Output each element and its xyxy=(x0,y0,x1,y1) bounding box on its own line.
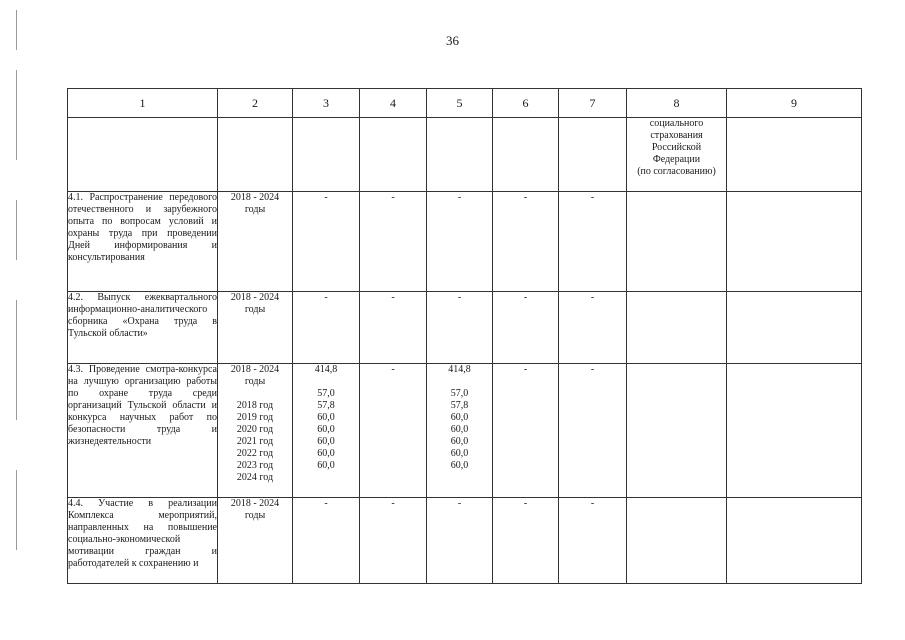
funding-col5-value: 60,0 xyxy=(450,448,469,459)
cell xyxy=(493,118,559,192)
cell-c8 xyxy=(627,292,727,364)
funding-col5-value: 57,8 xyxy=(450,400,469,411)
measure-description: 4.3. Проведение смотра-конкурса на лучшую организацию работы по охране труда среди организаций Тульской области и конкурса научных работ по безопасности труда и жизнедеятельности xyxy=(68,364,218,498)
page-number: 36 xyxy=(446,33,459,48)
header-col-5: 5 xyxy=(427,89,493,118)
scan-margin-mark xyxy=(16,200,17,260)
header-col-7: 7 xyxy=(559,89,627,118)
cell-c6: - xyxy=(493,498,559,584)
executor-cell xyxy=(627,118,727,192)
funding-col5-value: 57,0 xyxy=(450,388,469,399)
cell xyxy=(360,118,427,192)
funding-col3-list xyxy=(293,388,359,472)
measure-description: 4.4. Участие в реализации Комплекса мероприятий, направленных на повышение социально-экономической мотивации граждан и работодателей к сохранению и xyxy=(68,498,218,584)
funding-col5 xyxy=(427,192,493,292)
funding-col3-value: 57,0 xyxy=(317,388,335,399)
cell xyxy=(218,118,293,192)
funding-col3-value: 60,0 xyxy=(317,448,335,459)
cell-c7: - xyxy=(559,498,627,584)
funding-col3-total: - xyxy=(324,192,328,203)
funding-col5-value: 60,0 xyxy=(450,412,469,423)
measure-description: 4.1. Распространение передового отечественного и зарубежного опыта по вопросам условий и охраны труда при проведении Дней информирования и консультирования xyxy=(68,192,218,292)
funding-col5-value: 60,0 xyxy=(450,436,469,447)
year-label: 2022 год xyxy=(236,448,274,459)
funding-col3-total: 414,8 xyxy=(314,364,338,375)
funding-col5 xyxy=(427,292,493,364)
funding-col4: - xyxy=(360,292,427,364)
executor-line: (по согласованию) xyxy=(637,166,716,177)
measure-description: 4.2. Выпуск ежеквартального информационно-аналитического сборника «Охрана труда в Тульской области» xyxy=(68,292,218,364)
years-list xyxy=(218,400,292,484)
cell-c9 xyxy=(727,192,862,292)
year-label: 2024 год xyxy=(236,472,274,483)
period-cell xyxy=(218,192,293,292)
executor-line: социального xyxy=(649,118,704,129)
funding-col5-list xyxy=(427,388,492,472)
cell xyxy=(293,118,360,192)
year-label: 2023 год xyxy=(236,460,274,471)
funding-col3-value: 57,8 xyxy=(317,400,335,411)
cell-c9 xyxy=(727,292,862,364)
executor-line: страхования xyxy=(650,130,703,141)
header-col-2: 2 xyxy=(218,89,293,118)
header-row xyxy=(68,89,862,118)
cell-c6: - xyxy=(493,192,559,292)
cell xyxy=(427,118,493,192)
scan-margin-mark xyxy=(16,470,17,550)
executor-line: Российской xyxy=(651,142,702,153)
table-row xyxy=(68,364,862,498)
cell-c8 xyxy=(627,364,727,498)
funding-col5 xyxy=(427,498,493,584)
cell-c9 xyxy=(727,498,862,584)
funding-col3-value: 60,0 xyxy=(317,460,335,471)
year-label: 2021 год xyxy=(236,436,274,447)
funding-col5-total: 414,8 xyxy=(448,364,471,375)
table-row xyxy=(68,498,862,584)
funding-col3-value: 60,0 xyxy=(317,436,335,447)
table-row xyxy=(68,292,862,364)
funding-col3-value: 60,0 xyxy=(317,412,335,423)
period-text: годы xyxy=(244,304,266,315)
funding-col3-total: - xyxy=(324,498,328,509)
header-col-9: 9 xyxy=(727,89,862,118)
funding-col4: - xyxy=(360,364,427,498)
period-text: 2018 - 2024 xyxy=(230,192,280,203)
funding-col4: - xyxy=(360,192,427,292)
funding-col5 xyxy=(427,364,493,498)
funding-col3 xyxy=(293,498,360,584)
header-col-1: 1 xyxy=(68,89,218,118)
executor-line: Федерации xyxy=(652,154,701,165)
cell-c6: - xyxy=(493,292,559,364)
cell-c8 xyxy=(627,498,727,584)
table-row xyxy=(68,192,862,292)
period-text: годы xyxy=(244,510,266,521)
funding-col3 xyxy=(293,364,360,498)
funding-col5-value: 60,0 xyxy=(450,424,469,435)
header-col-3: 3 xyxy=(293,89,360,118)
year-label: 2018 год xyxy=(236,400,274,411)
header-col-6: 6 xyxy=(493,89,559,118)
cell-c7: - xyxy=(559,292,627,364)
period-text: годы xyxy=(244,376,266,387)
funding-col3-value: 60,0 xyxy=(317,424,335,435)
cell-c7: - xyxy=(559,364,627,498)
period-cell xyxy=(218,364,293,498)
cell xyxy=(559,118,627,192)
period-cell xyxy=(218,498,293,584)
cell xyxy=(727,118,862,192)
cell-c6: - xyxy=(493,364,559,498)
cell-c7: - xyxy=(559,192,627,292)
funding-col4: - xyxy=(360,498,427,584)
funding-col5-value: 60,0 xyxy=(450,460,469,471)
funding-col3-total: - xyxy=(324,292,328,303)
cell-c8 xyxy=(627,192,727,292)
period-text: годы xyxy=(244,204,266,215)
year-label: 2019 год xyxy=(236,412,274,423)
scan-margin-mark xyxy=(16,70,17,160)
cell-c9 xyxy=(727,364,862,498)
header-col-8: 8 xyxy=(627,89,727,118)
scan-margin-mark xyxy=(16,10,17,50)
funding-col3 xyxy=(293,292,360,364)
period-cell xyxy=(218,292,293,364)
funding-col5-total: - xyxy=(457,192,462,203)
funding-col5-total: - xyxy=(457,292,462,303)
cell xyxy=(68,118,218,192)
period-text: 2018 - 2024 xyxy=(230,364,280,375)
funding-col3 xyxy=(293,192,360,292)
program-table xyxy=(67,88,862,584)
header-col-4: 4 xyxy=(360,89,427,118)
period-text: 2018 - 2024 xyxy=(230,498,280,509)
continuation-row xyxy=(68,118,862,192)
year-label: 2020 год xyxy=(236,424,274,435)
period-text: 2018 - 2024 xyxy=(230,292,280,303)
scan-margin-mark xyxy=(16,300,17,420)
funding-col5-total: - xyxy=(457,498,462,509)
